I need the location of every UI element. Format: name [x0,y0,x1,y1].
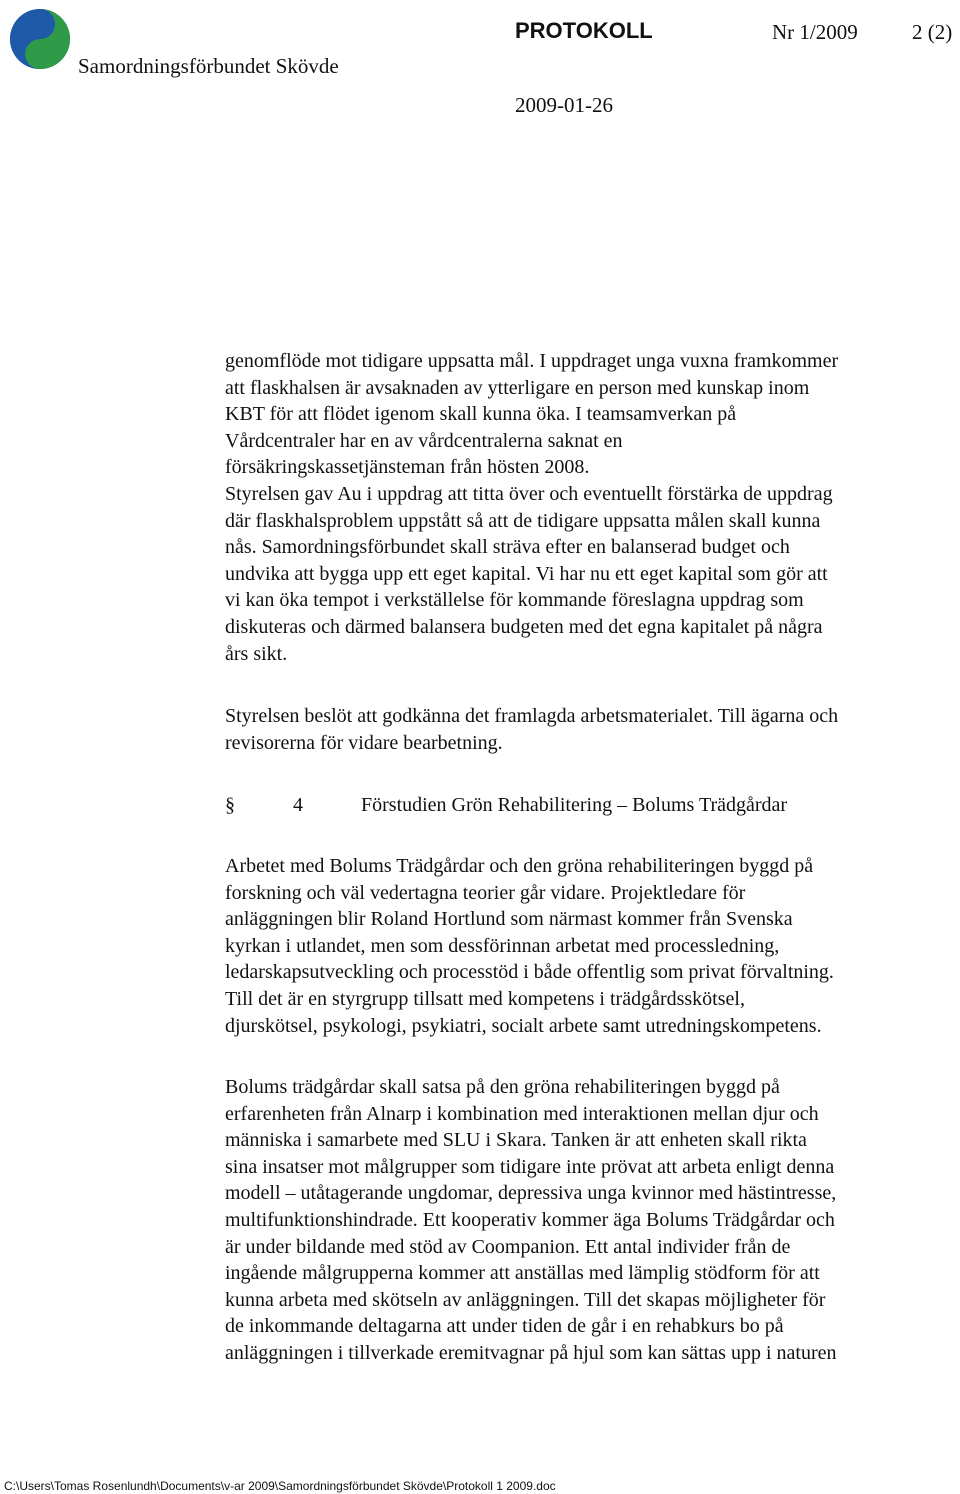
paragraph-green-rehabilitation: Bolums trädgårdar skall satsa på den gröna rehabiliteringen byggd på erfarenheten från Alnarp i kombination med interaktionen mellan djur och människa i samarbete med SLU i Skara. Tanken är att enheten skall rikta sina insatser mot målgrupper som tidigare inte prövat att arbeta enligt denna modell – utåtagerande ungdomar, depressiva unga kvinnor med hästintresse, multifunktionshindrade. Ett kooperativ kommer äga Bolums Trädgårdar och är under bildande med stöd av Coompanion. Ett antal individer från de ingående målgrupperna kommer att anställas med lämplig stödform för att kunna arbeta med skötseln av anläggningen. Till det skapas möjligheter för de inkommande deltagarna att under tiden de går i en rehabkurs bo på anläggningen i tillverkade eremitvagnar på hjul som kan sättas upp i naturen [225,1076,837,1364]
paragraph-board-decision: Styrelsen beslöt att godkänna det framlagda arbetsmaterialet. Till ägarna och revisorerna för vidare bearbetning. [225,705,839,754]
paragraph-budget-discussion: genomflöde mot tidigare uppsatta mål. I uppdraget unga vuxna framkommer att flaskhalsen är avsaknaden av ytterligare en person med kunskap inom KBT för att flödet igenom skall kunna öka. I teamsamverkan på Vårdcentraler har en av vårdcentralerna saknat en försäkringskassetjänsteman från hösten 2008. Styrelsen gav Au i uppdrag att titta över och eventuellt förstärka de uppdrag där flaskhalsproblem uppstått så att de tidigare uppsatta målen skall kunna nås. Samordningsförbundet skall sträva efter en balanserad budget och undvika att bygga upp ett eget kapital. Vi har nu ett eget kapital som gör att vi kan öka tempot i verkställelse för kommande föreslagna uppdrag som diskuteras och därmed balansera budgeten med det egna kapitalet på några års sikt. [225,350,839,665]
document-date: 2009-01-26 [515,93,613,117]
paragraph-bolums-project: Arbetet med Bolums Trädgårdar och den gröna rehabiliteringen byggd på forskning och väl vedertagna teorier går vidare. Projektledare för anläggningen blir Roland Hortlund som närmast kommer från Svenska kyrkan i utlandet, men som dessförinnan arbetat med processledning, ledarskapsutveckling och processtöd i både offentlig som privat förvaltning. Till det är en styrgrupp tillsatt med kompetens i trädgårdsskötsel, djurskötsel, psykologi, psykiatri, socialt arbete samt utredningskompetens. [225,855,834,1037]
document-number: Nr 1/2009 [772,20,858,44]
organization-logo-icon [9,8,71,70]
section-number: 4 [293,794,303,816]
section-title: Förstudien Grön Rehabilitering – Bolums Trädgårdar [361,794,788,816]
organization-name: Samordningsförbundet Skövde [78,54,339,78]
document-type: PROTOKOLL [515,18,653,43]
footer-file-path: C:\Users\Tomas Rosenlundh\Documents\v-ar 2009\Samordningsförbundet Skövde\Protokoll 1 2009.doc [4,1479,556,1493]
page-indicator: 2 (2) [912,20,953,44]
section-symbol: § [225,794,235,816]
